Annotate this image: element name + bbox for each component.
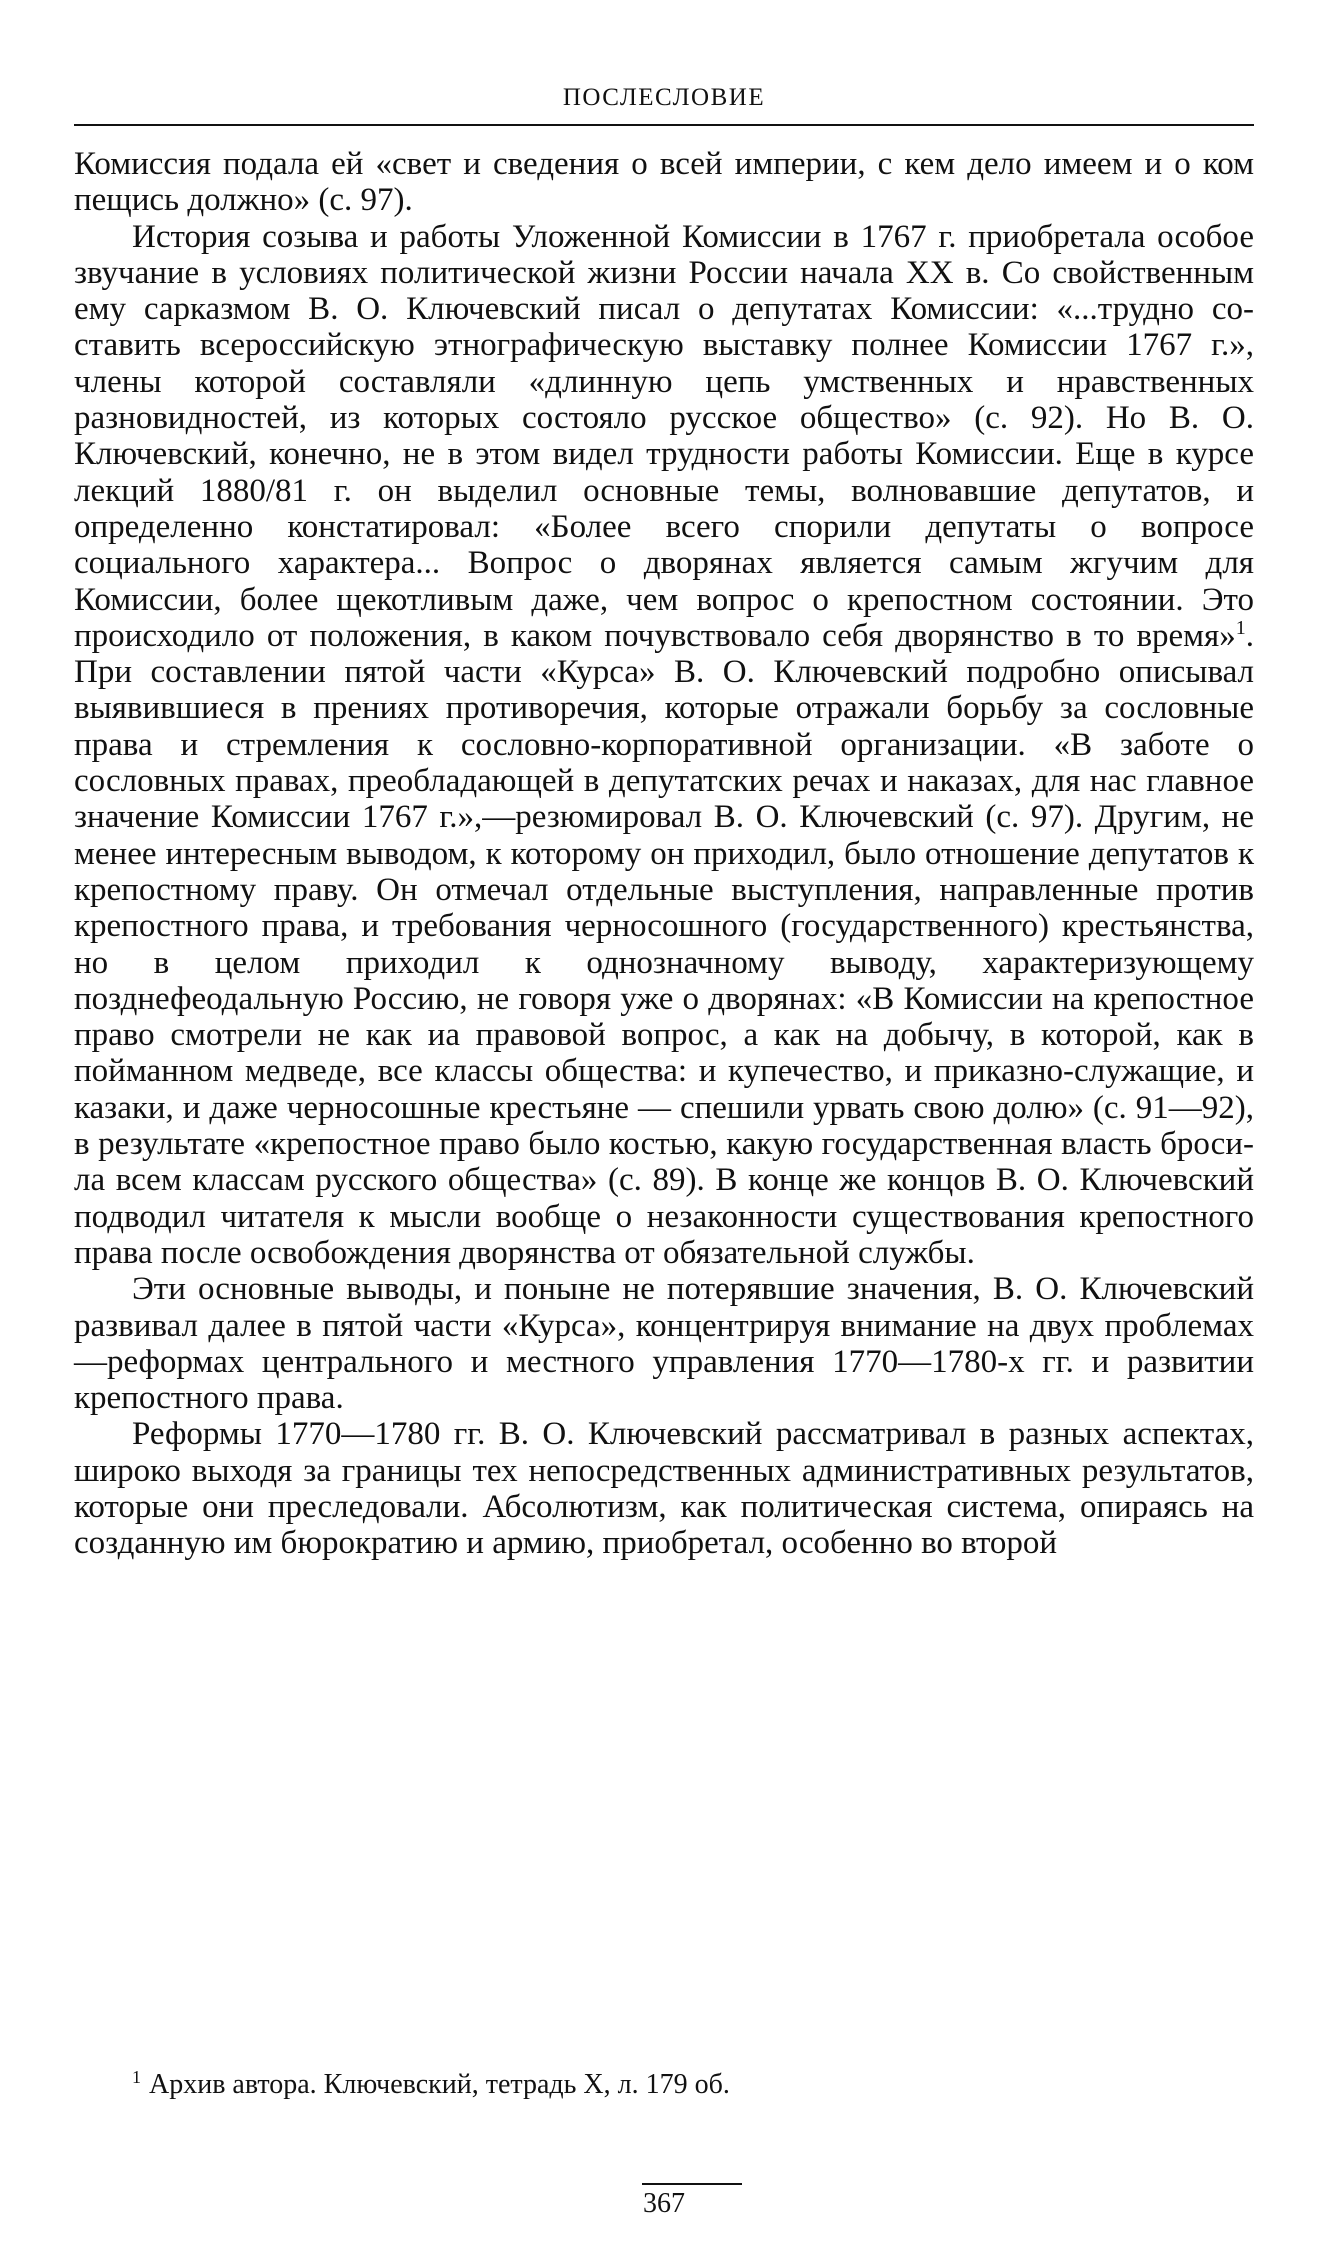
running-head: ПОСЛЕСЛОВИЕ	[562, 84, 766, 111]
footnote-reference: 1	[1235, 616, 1246, 639]
paragraph-1: Комиссия подала ей «свет и сведения о всей империи, с кем дело имеем и о ком пещись должно» (с. 97).	[74, 146, 1254, 219]
paragraph-2-text: История созыва и работы Уложенной Комиссии в 1767 г. приобретала особое звучание в условиях политической жизни России начала XX в. Со свойственным ему сарказмом В. О. Ключевский писал о депутатах Комиссии: «...трудно составить всероссийскую этнографическую выставку полнее Комиссии 1767 г.», члены которой составляли «длинную цепь умственных и нравственных разновидностей, из которых состояло русское общество» (с. 92). Но В. О. Ключевский, конечно, не в этом видел трудности работы Комиссии. Еще в курсе лекций 1880/81 г. он выделил основные темы, волновавшие депутатов, и определенно констатировал: «Более всего спорили депутаты о вопросе социального характера... Вопрос о дворянах является самым жгучим для Комиссии, более щекотливым даже, чем вопрос о крепостном состоянии. Это происходило от положения, в каком почувствовало себя дворянство в то время»	[74, 218, 1254, 654]
page-number: 367	[643, 2188, 685, 2219]
paragraph-4: Реформы 1770—1780 гг. В. О. Ключевский рассматривал в разных аспектах, широко выходя за границы тех непосредственных административных результатов, которые они преследовали. Абсолютизм, как политическая система, опираясь на созданную им бюрократию и армию, приобретал, особенно во второй	[74, 1416, 1254, 1562]
folio-rule	[642, 2183, 742, 2185]
footnote-text: Архив автора. Ключевский, тетрадь X, л. 179 об.	[149, 2069, 730, 2100]
paragraph-2-text-continued: . При составлении пятой части «Курса» В. О. Ключевский подробно описывал выявившиеся в прениях противоречия, которые отражали борьбу за сословные права и стремления к сословно-корпоративной организации. «В заботе о сословных правах, преобладающей в депутатских речах и наказах, для нас главное значение Комиссии 1767 г.»,—резюмировал В. О. Ключевский (с. 97). Другим, не менее интересным выводом, к которому он приходил, было отношение депутатов к крепостному праву. Он отмечал отдельные выступления, направленные против крепостного права, и требования черносошного (государственного) крестьянства, но в целом приходил к однозначному выводу, характеризующему позднефеодальную Россию, не говоря уже о дворянах: «В Комиссии на крепостное право смотрели не как иа правовой вопрос, а как на добычу, в которой, как в пойманном медведе, все классы общества: и купечество, и приказно-служащие, и казаки, и даже черносошные крестьяне — спешили урвать свою долю» (с. 91—92), в результате «крепостное право было костью, какую государственная власть бросила всем классам русского общества» (с. 89). В конце же концов В. О. Ключевский подводил читателя к мысли вообще о незаконности существования крепостного права после освобождения дворянства от обязательной службы.	[74, 617, 1254, 1271]
book-page	[74, 0, 1254, 2252]
footnote	[132, 2068, 1254, 2102]
paragraph-3: Эти основные выводы, и поныне не потерявшие значения, В. О. Ключевский развивал далее в пятой части «Курса», концентрируя внимание на двух проблемах—реформах центрального и местного управления 1770—1780-х гг. и развитии крепостного права.	[74, 1271, 1254, 1417]
paragraph-2	[74, 219, 1254, 1272]
footnote-number: 1	[132, 2066, 141, 2087]
header-rule	[74, 124, 1254, 126]
body-text	[74, 146, 1254, 1562]
